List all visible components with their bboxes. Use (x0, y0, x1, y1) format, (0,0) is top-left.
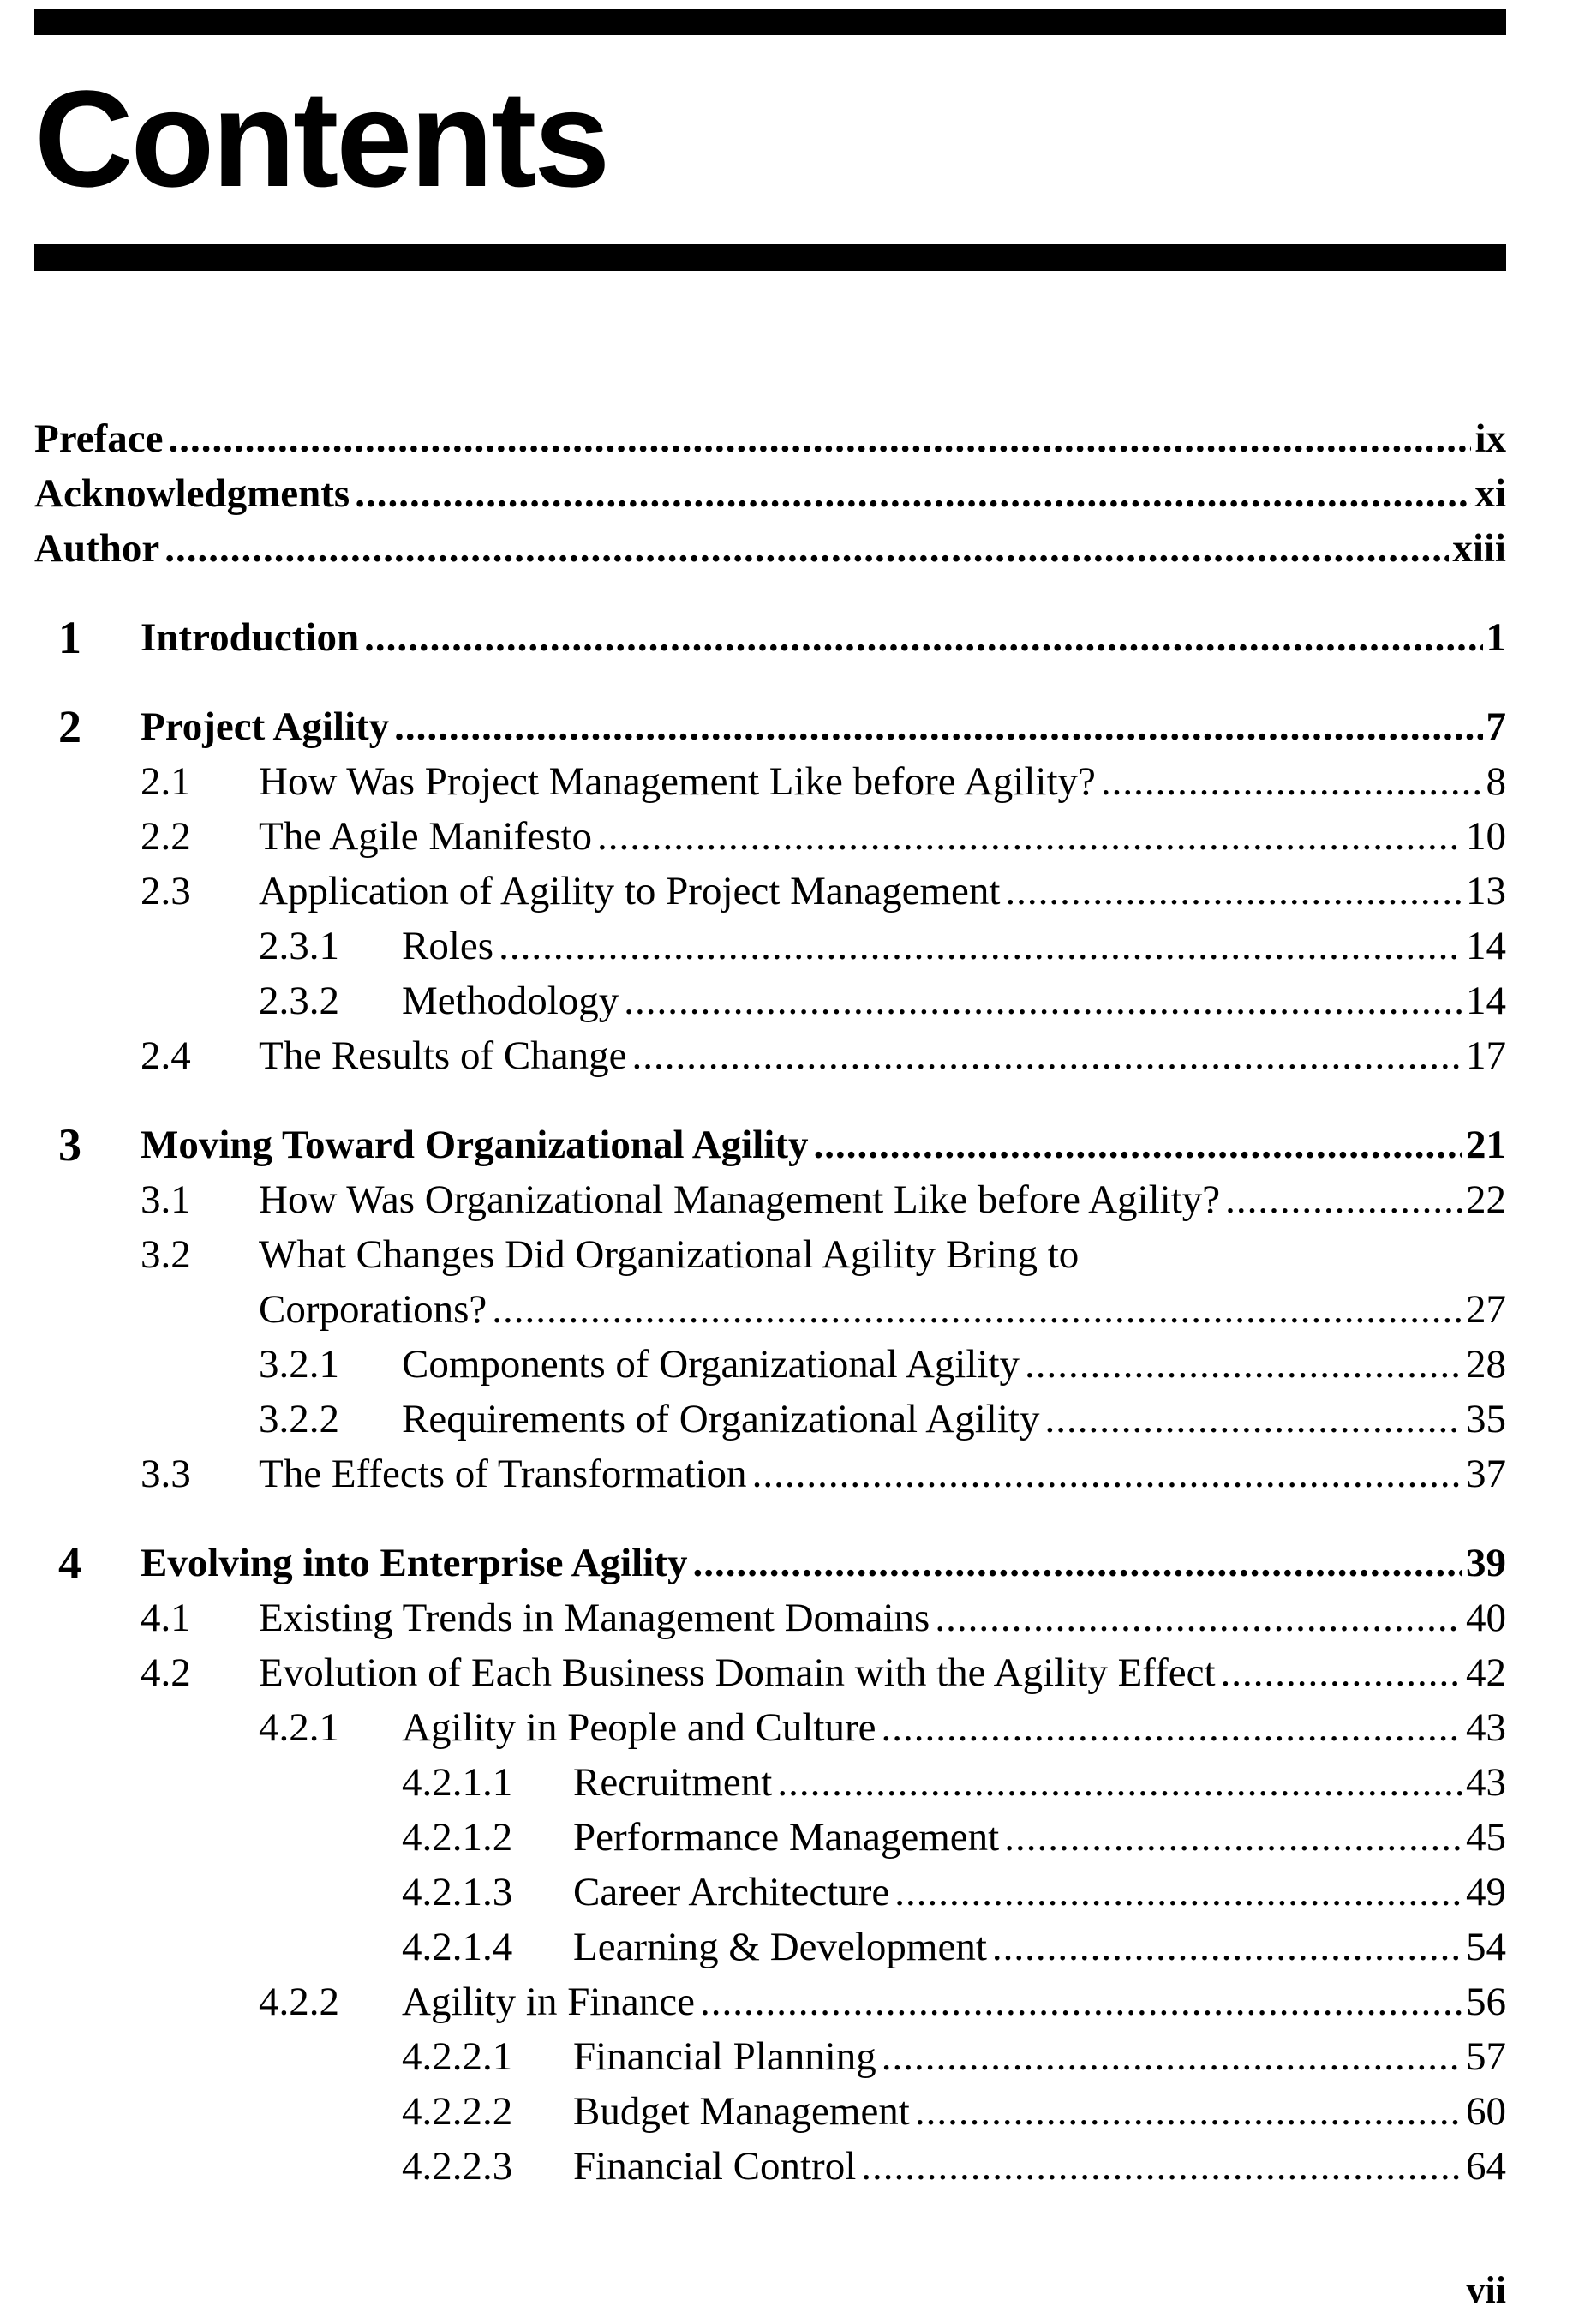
toc-section-2-4[interactable]: 2.4 The Results of Change ..... 17 (34, 1028, 1506, 1083)
toc-section-4-2-2-3[interactable]: 4.2.2.3 Financial Control ..... 64 (34, 2139, 1506, 2194)
toc-section-4-2-1-2[interactable]: 4.2.1.2 Performance Management ..... 45 (34, 1810, 1506, 1865)
table-of-contents (34, 411, 1506, 2194)
toc-section-4-2-2-2[interactable]: 4.2.2.2 Budget Management ..... 60 (34, 2084, 1506, 2139)
contents-page (34, 0, 1506, 2324)
toc-section-4-2-1-1[interactable]: 4.2.1.1 Recruitment ..... 43 (34, 1755, 1506, 1810)
toc-section-2-2[interactable]: 2.2 The Agile Manifesto ..... 10 (34, 809, 1506, 864)
toc-section-3-2[interactable]: 3.2 What Changes Did Organizational Agility Bring to (141, 1232, 1080, 1277)
toc-section-2-1[interactable]: 2.1 How Was Project Management Like before Agility? ..... 8 (34, 754, 1506, 809)
toc-section-4-2-2[interactable]: 4.2.2 Agility in Finance ..... 56 (34, 1974, 1506, 2029)
toc-chapter-1[interactable]: 1 Introduction ..... 1 (34, 610, 1506, 665)
toc-section-3-1[interactable]: 3.1 How Was Organizational Management Like before Agility? ..... 22 (34, 1172, 1506, 1227)
toc-section-4-2-2-1[interactable]: 4.2.2.1 Financial Planning ..... 57 (34, 2029, 1506, 2084)
toc-chapter-4[interactable]: 4 Evolving into Enterprise Agility ..... 39 (34, 1536, 1506, 1590)
toc-section-3-2-continued[interactable]: Corporations? ..... 27 (34, 1282, 1506, 1337)
page-folio: vii (1466, 2269, 1506, 2311)
toc-entry-acknowledgments[interactable]: Acknowledgments ..... xi (34, 466, 1506, 521)
toc-chapter-2[interactable]: 2 Project Agility ..... 7 (34, 699, 1506, 754)
toc-section-4-2-1[interactable]: 4.2.1 Agility in People and Culture ..... 43 (34, 1700, 1506, 1755)
toc-section-2-3-2[interactable]: 2.3.2 Methodology ..... 14 (34, 973, 1506, 1028)
toc-entry-author[interactable]: Author ..... xiii (34, 521, 1506, 576)
top-rule (34, 9, 1506, 35)
toc-section-3-3[interactable]: 3.3 The Effects of Transformation ..... 37 (34, 1447, 1506, 1501)
toc-section-4-2-1-4[interactable]: 4.2.1.4 Learning & Development ..... 54 (34, 1920, 1506, 1974)
toc-section-3-2-2[interactable]: 3.2.2 Requirements of Organizational Agility ..... 35 (34, 1392, 1506, 1447)
toc-section-4-2[interactable]: 4.2 Evolution of Each Business Domain with the Agility Effect ..... 42 (34, 1645, 1506, 1700)
toc-section-2-3-1[interactable]: 2.3.1 Roles ..... 14 (34, 919, 1506, 973)
toc-section-3-2-1[interactable]: 3.2.1 Components of Organizational Agility ..... 28 (34, 1337, 1506, 1392)
toc-section-2-3[interactable]: 2.3 Application of Agility to Project Management ..... 13 (34, 864, 1506, 919)
toc-section-4-1[interactable]: 4.1 Existing Trends in Management Domains ..... 40 (34, 1590, 1506, 1645)
toc-section-4-2-1-3[interactable]: 4.2.1.3 Career Architecture ..... 49 (34, 1865, 1506, 1920)
toc-entry-preface[interactable]: Preface ..... ix (34, 411, 1506, 466)
bottom-rule (34, 244, 1506, 271)
page-title: Contents (34, 62, 608, 215)
toc-chapter-3[interactable]: 3 Moving Toward Organizational Agility ..... 21 (34, 1117, 1506, 1172)
